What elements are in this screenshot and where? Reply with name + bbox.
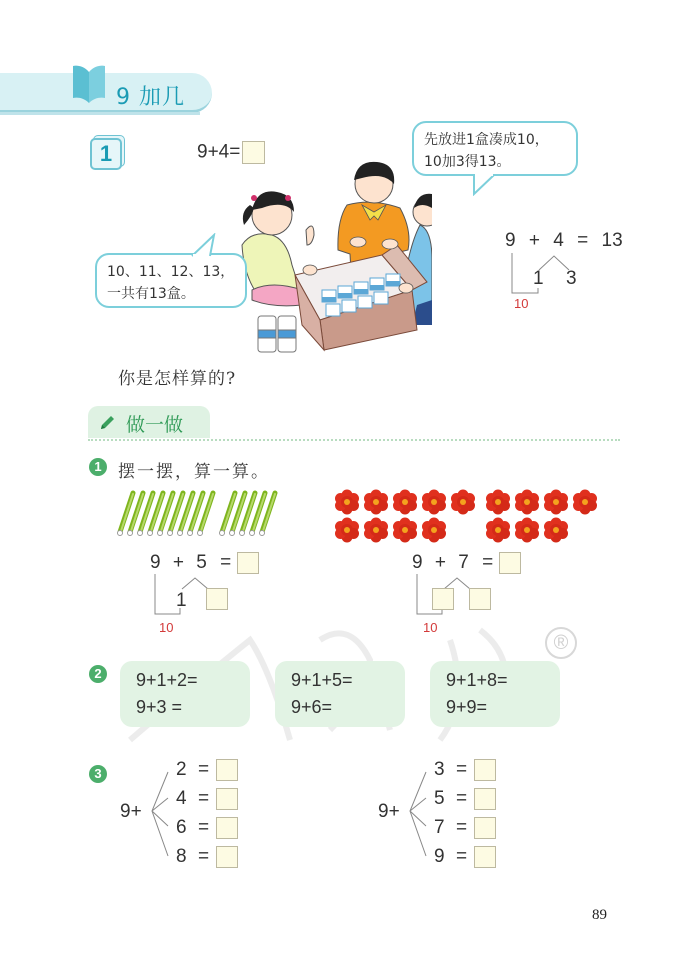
exercise-card [430, 661, 560, 727]
chapter-title: 9 加几 [116, 85, 185, 110]
fan-row [176, 817, 238, 839]
bubble-tail-girl [190, 233, 220, 257]
addend-a: 9 [412, 552, 423, 574]
split-right: 3 [566, 268, 577, 289]
task2-number: 2 [89, 665, 107, 683]
fan-row [434, 846, 496, 868]
card-line1: 9+1+2= [136, 670, 198, 690]
card-line1: 9+1+8= [446, 670, 508, 690]
task1-right-equation [412, 552, 521, 574]
task1-left-split: 1 [176, 590, 187, 611]
card-line1: 9+1+5= [291, 670, 353, 690]
equals-sign: = [482, 552, 494, 574]
bubble-girl-line2: 一共有13盒。 [107, 286, 195, 302]
fan-base: 9+ [120, 801, 142, 822]
addend-b: 4 [553, 230, 564, 251]
counting-sticks [117, 490, 287, 538]
addend: 3 [434, 759, 445, 781]
answer-box[interactable] [474, 817, 496, 839]
split-answer-box-left[interactable] [432, 588, 454, 610]
addend-a: 9 [150, 552, 161, 574]
task3-number: 3 [89, 765, 107, 783]
question-text: 你是怎样算的? [118, 369, 237, 389]
ten-label: 10 [423, 620, 438, 635]
registered-mark: ® [545, 627, 577, 659]
addend: 6 [176, 817, 187, 839]
fan-row [434, 759, 496, 781]
equals-sign: = [456, 759, 468, 781]
bubble-girl-line1: 10、11、12、13， [107, 264, 235, 280]
answer-box[interactable] [216, 846, 238, 868]
answer-box[interactable] [474, 759, 496, 781]
addend: 7 [434, 817, 445, 839]
book-icon [72, 62, 106, 104]
banner-underline [0, 112, 200, 115]
speech-bubble-boy [412, 121, 578, 176]
equals-sign: = [456, 817, 468, 839]
sum-result: 13 [601, 230, 623, 251]
doit-label: 做一做 [126, 414, 184, 436]
equals-sign: = [577, 230, 589, 251]
ten-label: 10 [514, 296, 529, 311]
answer-box[interactable] [474, 788, 496, 810]
addend-b: 7 [458, 552, 469, 574]
fan-base: 9+ [378, 801, 400, 822]
fan-row [434, 788, 496, 810]
answer-box[interactable] [237, 552, 259, 574]
task1-left-equation [150, 552, 259, 574]
bubble-boy-line2: 10加3得13。 [424, 154, 511, 170]
addend: 8 [176, 846, 187, 868]
exercise-card [275, 661, 405, 727]
card-line2: 9+9= [446, 697, 488, 717]
pencil-icon [98, 414, 116, 432]
task1-number: 1 [89, 458, 107, 476]
answer-box[interactable] [474, 846, 496, 868]
ten-label: 10 [159, 620, 174, 635]
page-number: 89 [592, 907, 607, 923]
split-left: 1 [533, 268, 544, 289]
fan-lines [408, 768, 428, 858]
addend-b: 5 [196, 552, 207, 574]
flowers-group [333, 486, 599, 546]
answer-box[interactable] [499, 552, 521, 574]
addend: 5 [434, 788, 445, 810]
equals-sign: = [198, 846, 210, 868]
plus-sign: + [528, 230, 540, 251]
card-line2: 9+3 = [136, 697, 183, 717]
card-line2: 9+6= [291, 697, 333, 717]
split-answer-box[interactable] [206, 588, 228, 610]
answer-box[interactable] [216, 788, 238, 810]
addend: 9 [434, 846, 445, 868]
addend: 4 [176, 788, 187, 810]
fan-row [176, 788, 238, 810]
exercise-card [120, 661, 250, 727]
example-equation-text: 9+4= [197, 141, 241, 163]
plus-sign: + [172, 552, 184, 574]
equals-sign: = [220, 552, 232, 574]
bubble-boy-line1: 先放进1盒凑成10， [424, 132, 549, 148]
decomposition-equation [505, 230, 623, 252]
speech-bubble-girl [95, 253, 247, 308]
equals-sign: = [456, 788, 468, 810]
equals-sign: = [198, 788, 210, 810]
task1-title: 摆一摆，算一算。 [118, 462, 270, 482]
equals-sign: = [198, 817, 210, 839]
answer-box[interactable] [216, 817, 238, 839]
answer-box[interactable] [216, 759, 238, 781]
fan-row [176, 759, 238, 781]
fan-row [434, 817, 496, 839]
addend-a: 9 [505, 230, 516, 251]
addend: 2 [176, 759, 187, 781]
plus-sign: + [434, 552, 446, 574]
split-answer-box-right[interactable] [469, 588, 491, 610]
equals-sign: = [456, 846, 468, 868]
fan-row [176, 846, 238, 868]
equals-sign: = [198, 759, 210, 781]
section-divider [88, 439, 620, 441]
example-number-badge: 1 [90, 138, 122, 170]
children-illustration [222, 150, 432, 362]
fan-lines [150, 768, 170, 858]
bubble-tail-boy [470, 174, 500, 196]
